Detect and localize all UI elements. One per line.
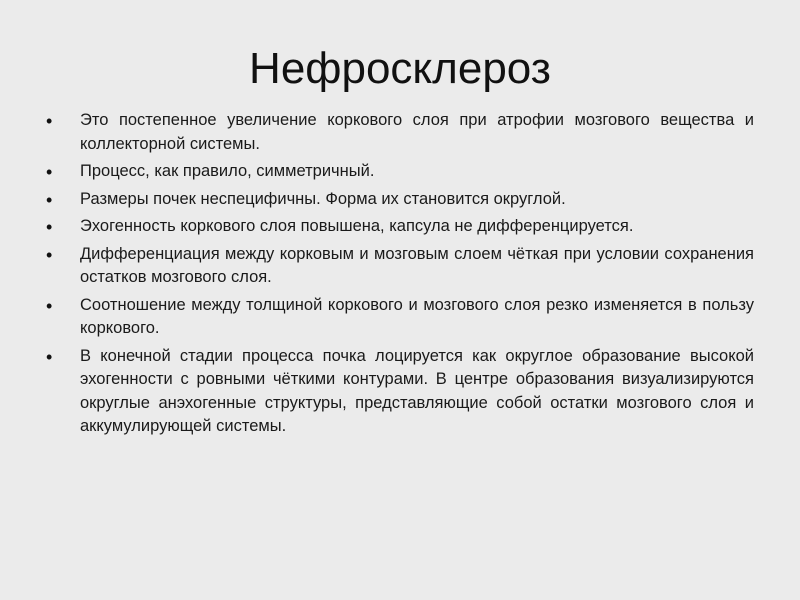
bullet-text: Соотношение между толщиной коркового и мозгового слоя резко изменяется в пользу коркового.	[80, 295, 754, 337]
bullet-text: Эхогенность коркового слоя повышена, капсула не дифференцируется.	[80, 217, 634, 235]
bullet-marker: •	[46, 295, 53, 316]
bullet-list	[46, 109, 754, 443]
bullet-text: Дифференциация между корковым и мозговым слоем чёткая при условии сохранения остатков мозгового слоя.	[80, 244, 754, 286]
bullet-item	[46, 294, 754, 341]
bullet-marker: •	[46, 189, 53, 210]
bullet-item	[46, 243, 754, 290]
bullet-item	[46, 188, 754, 212]
bullet-text: Это постепенное увеличение коркового слоя при атрофии мозгового вещества и коллекторной системы.	[80, 111, 754, 153]
bullet-marker: •	[46, 162, 53, 182]
bullet-item	[46, 109, 754, 156]
bullet-marker: •	[46, 217, 53, 237]
bullet-text: В конечной стадии процесса почка лоцируется как округлое образование высокой эхогенности с ровными чёткими контурами. В центре образования визуализируются округлые анэхогенные структуры, представляющие собой остатки мозгового слоя и аккумулирующей системы.	[80, 346, 754, 435]
bullet-marker: •	[46, 244, 53, 265]
bullet-item	[46, 215, 754, 239]
bullet-item	[46, 160, 754, 184]
bullet-item	[46, 345, 754, 439]
bullet-marker: •	[46, 111, 53, 131]
slide-title: Нефросклероз	[249, 44, 551, 93]
bullet-marker: •	[46, 346, 53, 367]
bullet-text: Размеры почек неспецифичны. Форма их становится округлой.	[80, 189, 566, 208]
bullet-text: Процесс, как правило, симметричный.	[80, 162, 375, 180]
